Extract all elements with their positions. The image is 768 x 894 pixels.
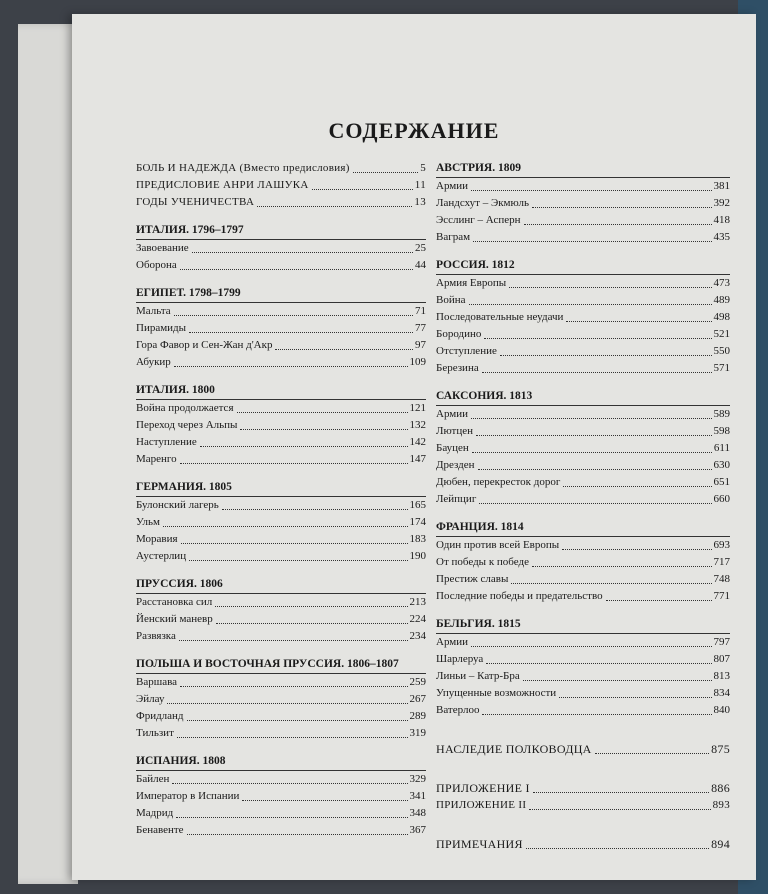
toc-entry[interactable] bbox=[436, 195, 730, 212]
toc-entry-page: 147 bbox=[409, 453, 426, 465]
dot-leader bbox=[172, 783, 407, 784]
section-heading: БЕЛЬГИЯ. 1815 bbox=[436, 616, 730, 634]
toc-entry[interactable] bbox=[136, 548, 426, 565]
toc-entry-label: Мадрид bbox=[136, 807, 174, 819]
toc-entry[interactable] bbox=[436, 457, 730, 474]
dot-leader bbox=[473, 241, 711, 242]
toc-entry-page: 693 bbox=[713, 539, 730, 551]
toc-entry-label: Дрезден bbox=[436, 459, 475, 471]
toc-entry-page: 550 bbox=[713, 345, 730, 357]
toc-entry-page: 341 bbox=[409, 790, 426, 802]
dot-leader bbox=[526, 848, 709, 849]
section-heading: ФРАНЦИЯ. 1814 bbox=[436, 519, 730, 537]
dot-leader bbox=[222, 509, 408, 510]
toc-entry-label: Отступление bbox=[436, 345, 497, 357]
toc-entry-label: Лютцен bbox=[436, 425, 473, 437]
toc-entry-label: Моравия bbox=[136, 533, 178, 545]
toc-entry-label: Император в Испании bbox=[136, 790, 240, 802]
toc-entry-label: Армии bbox=[436, 408, 469, 420]
section-heading: АВСТРИЯ. 1809 bbox=[436, 160, 730, 178]
toc-entry-label: ПРИЛОЖЕНИЕ I bbox=[436, 781, 530, 795]
toc-entry-page: 840 bbox=[713, 704, 730, 716]
toc-entry[interactable] bbox=[436, 780, 730, 797]
toc-entry-page: 771 bbox=[713, 590, 730, 602]
toc-entry[interactable] bbox=[136, 320, 426, 337]
toc-entry-label: Абукир bbox=[136, 356, 171, 368]
toc-entry-page: 109 bbox=[409, 356, 426, 368]
toc-entry-page: 319 bbox=[409, 727, 426, 739]
toc-entry-label: ГОДЫ УЧЕНИЧЕСТВА bbox=[136, 196, 255, 208]
toc-entry-label: ПРИЛОЖЕНИЕ II bbox=[436, 799, 527, 811]
section-heading: ИСПАНИЯ. 1808 bbox=[136, 753, 426, 771]
toc-entry-page: 44 bbox=[415, 259, 426, 271]
dot-leader bbox=[215, 606, 407, 607]
toc-entry-label: Маренго bbox=[136, 453, 177, 465]
toc-entry-label: Война bbox=[436, 294, 466, 306]
toc-entry[interactable] bbox=[436, 474, 730, 491]
toc-entry[interactable] bbox=[136, 514, 426, 531]
toc-entry[interactable] bbox=[136, 594, 426, 611]
toc-entry[interactable] bbox=[436, 275, 730, 292]
toc-entry-page: 630 bbox=[713, 459, 730, 471]
toc-entry[interactable] bbox=[136, 160, 426, 177]
toc-entry[interactable] bbox=[136, 822, 426, 839]
dot-leader bbox=[180, 269, 413, 270]
section-heading: ИТАЛИЯ. 1800 bbox=[136, 382, 426, 400]
toc-entry-label: БОЛЬ И НАДЕЖДА (Вместо предисловия) bbox=[136, 162, 350, 174]
toc-entry-page: 717 bbox=[713, 556, 730, 568]
toc-entry-label: Развязка bbox=[136, 630, 176, 642]
toc-entry-page: 13 bbox=[414, 196, 426, 208]
toc-entry[interactable] bbox=[136, 177, 426, 194]
dot-leader bbox=[240, 429, 407, 430]
toc-entry-label: Бенавенте bbox=[136, 824, 184, 836]
toc-entry-label: Шарлеруа bbox=[436, 653, 484, 665]
toc-entry[interactable] bbox=[436, 836, 730, 853]
dot-leader bbox=[200, 446, 408, 447]
toc-entry-page: 213 bbox=[409, 596, 426, 608]
dot-leader bbox=[180, 463, 408, 464]
dot-leader bbox=[478, 469, 712, 470]
dot-leader bbox=[177, 737, 408, 738]
toc-left-column bbox=[136, 160, 426, 839]
dot-leader bbox=[167, 703, 407, 704]
underlying-page bbox=[18, 24, 78, 884]
toc-entry-page: 97 bbox=[415, 339, 426, 351]
toc-entry-label: От победы к победе bbox=[436, 556, 529, 568]
toc-entry-page: 589 bbox=[713, 408, 730, 420]
toc-entry[interactable] bbox=[136, 611, 426, 628]
toc-entry[interactable] bbox=[136, 354, 426, 371]
dot-leader bbox=[181, 543, 408, 544]
dot-leader bbox=[559, 697, 711, 698]
section-heading: ЕГИПЕТ. 1798–1799 bbox=[136, 285, 426, 303]
toc-entry-page: 498 bbox=[713, 311, 730, 323]
toc-entry-label: НАСЛЕДИЕ ПОЛКОВОДЦА bbox=[436, 742, 592, 756]
toc-entry-label: Переход через Альпы bbox=[136, 419, 238, 431]
toc-entry[interactable] bbox=[436, 537, 730, 554]
toc-entry-label: Война продолжается bbox=[136, 402, 234, 414]
dot-leader bbox=[174, 315, 413, 316]
dot-leader bbox=[257, 206, 412, 207]
toc-entry-label: Ульм bbox=[136, 516, 161, 528]
toc-entry-label: Байлен bbox=[136, 773, 170, 785]
dot-leader bbox=[189, 332, 413, 333]
toc-entry-page: 807 bbox=[713, 653, 730, 665]
toc-entry-label: Армия Европы bbox=[436, 277, 507, 289]
toc-entry-page: 224 bbox=[409, 613, 426, 625]
toc-entry-label: Один против всей Европы bbox=[436, 539, 560, 551]
dot-leader bbox=[486, 663, 711, 664]
toc-entry-label: Армии bbox=[436, 636, 469, 648]
toc-entry[interactable] bbox=[136, 497, 426, 514]
toc-entry-page: 165 bbox=[409, 499, 426, 511]
dot-leader bbox=[179, 640, 408, 641]
toc-entry-label: Ландсхут – Экмюль bbox=[436, 197, 529, 209]
toc-entry[interactable] bbox=[136, 805, 426, 822]
toc-entry-page: 329 bbox=[409, 773, 426, 785]
toc-entry[interactable] bbox=[436, 212, 730, 229]
toc-entry[interactable] bbox=[136, 451, 426, 468]
toc-entry[interactable] bbox=[436, 292, 730, 309]
dot-leader bbox=[533, 792, 709, 793]
toc-entry[interactable] bbox=[436, 326, 730, 343]
toc-entry[interactable] bbox=[136, 434, 426, 451]
dot-leader bbox=[511, 583, 711, 584]
dot-leader bbox=[242, 800, 407, 801]
toc-entry-page: 571 bbox=[713, 362, 730, 374]
toc-entry-page: 521 bbox=[713, 328, 730, 340]
toc-entry-page: 435 bbox=[713, 231, 730, 243]
toc-entry[interactable] bbox=[436, 571, 730, 588]
dot-leader bbox=[187, 834, 408, 835]
dot-leader bbox=[566, 321, 711, 322]
toc-entry-page: 11 bbox=[414, 179, 426, 191]
toc-entry-page: 834 bbox=[713, 687, 730, 699]
toc-entry[interactable] bbox=[136, 337, 426, 354]
toc-entry[interactable] bbox=[136, 788, 426, 805]
toc-entry[interactable] bbox=[136, 628, 426, 645]
toc-entry-page: 894 bbox=[711, 837, 730, 851]
toc-entry[interactable] bbox=[436, 554, 730, 571]
dot-leader bbox=[482, 714, 711, 715]
toc-entry-page: 348 bbox=[409, 807, 426, 819]
toc-entry[interactable] bbox=[136, 240, 426, 257]
toc-entry-page: 25 bbox=[415, 242, 426, 254]
toc-entry-page: 142 bbox=[409, 436, 426, 448]
toc-entry-page: 183 bbox=[409, 533, 426, 545]
toc-entry-page: 174 bbox=[409, 516, 426, 528]
dot-leader bbox=[479, 503, 711, 504]
section-heading: САКСОНИЯ. 1813 bbox=[436, 388, 730, 406]
toc-entry-page: 875 bbox=[711, 742, 730, 756]
toc-entry-page: 132 bbox=[409, 419, 426, 431]
toc-entry-page: 893 bbox=[712, 799, 730, 811]
toc-entry-page: 71 bbox=[415, 305, 426, 317]
toc-entry-label: Мальта bbox=[136, 305, 171, 317]
toc-entry-label: Гора Фавор и Сен-Жан д'Акр bbox=[136, 339, 273, 351]
dot-leader bbox=[562, 549, 711, 550]
dot-leader bbox=[174, 366, 408, 367]
dot-leader bbox=[523, 680, 712, 681]
dot-leader bbox=[312, 189, 413, 190]
toc-entry-page: 392 bbox=[713, 197, 730, 209]
toc-entry-label: ПРИМЕЧАНИЯ bbox=[436, 837, 523, 851]
section-heading: РОССИЯ. 1812 bbox=[436, 257, 730, 275]
toc-entry-label: Пирамиды bbox=[136, 322, 187, 334]
toc-entry-page: 259 bbox=[409, 676, 426, 688]
page-title: СОДЕРЖАНИЕ bbox=[328, 118, 500, 143]
dot-leader bbox=[180, 686, 407, 687]
toc-entry[interactable] bbox=[436, 491, 730, 508]
dot-leader bbox=[192, 252, 413, 253]
toc-entry[interactable] bbox=[436, 423, 730, 440]
toc-entry[interactable] bbox=[436, 440, 730, 457]
toc-entry-label: Эсслинг – Асперн bbox=[436, 214, 521, 226]
toc-entry-page: 598 bbox=[713, 425, 730, 437]
toc-entry-page: 190 bbox=[409, 550, 426, 562]
dot-leader bbox=[606, 600, 712, 601]
dot-leader bbox=[524, 224, 712, 225]
toc-entry[interactable] bbox=[136, 194, 426, 211]
toc-entry-page: 77 bbox=[415, 322, 426, 334]
toc-right-column bbox=[436, 160, 730, 853]
dot-leader bbox=[237, 412, 408, 413]
dot-leader bbox=[532, 207, 712, 208]
toc-entry-label: ПРЕДИСЛОВИЕ АНРИ ЛАШУКА bbox=[136, 179, 309, 191]
toc-entry-page: 651 bbox=[713, 476, 730, 488]
section-heading: ПРУССИЯ. 1806 bbox=[136, 576, 426, 594]
toc-entry[interactable] bbox=[136, 417, 426, 434]
dot-leader bbox=[500, 355, 712, 356]
toc-entry[interactable] bbox=[136, 531, 426, 548]
toc-entry-label: Фридланд bbox=[136, 710, 184, 722]
toc-entry-label: Оборона bbox=[136, 259, 177, 271]
toc-entry[interactable] bbox=[136, 400, 426, 417]
toc-entry-page: 886 bbox=[711, 781, 730, 795]
toc-entry-label: Наступление bbox=[136, 436, 197, 448]
toc-entry[interactable] bbox=[436, 634, 730, 651]
toc-entry-label: Березина bbox=[436, 362, 479, 374]
toc-entry[interactable] bbox=[436, 685, 730, 702]
dot-leader bbox=[476, 435, 712, 436]
toc-entry-label: Престиж славы bbox=[436, 573, 509, 585]
dot-leader bbox=[472, 452, 712, 453]
toc-entry-label: Упущенные возможности bbox=[436, 687, 557, 699]
toc-entry[interactable] bbox=[436, 668, 730, 685]
dot-leader bbox=[509, 287, 711, 288]
toc-entry-page: 489 bbox=[713, 294, 730, 306]
toc-entry-label: Лейпциг bbox=[436, 493, 477, 505]
toc-entry-page: 797 bbox=[713, 636, 730, 648]
toc-entry-page: 418 bbox=[713, 214, 730, 226]
toc-entry-label: Расстановка сил bbox=[136, 596, 213, 608]
dot-leader bbox=[189, 560, 407, 561]
dot-leader bbox=[469, 304, 712, 305]
toc-entry[interactable] bbox=[436, 178, 730, 195]
toc-entry-label: Линьи – Катр-Бра bbox=[436, 670, 520, 682]
toc-entry-page: 267 bbox=[409, 693, 426, 705]
toc-entry-page: 611 bbox=[713, 442, 730, 454]
section-heading: ПОЛЬША И ВОСТОЧНАЯ ПРУССИЯ. 1806–1807 bbox=[136, 656, 426, 674]
toc-entry[interactable] bbox=[136, 725, 426, 742]
dot-leader bbox=[471, 190, 711, 191]
toc-entry-page: 121 bbox=[409, 402, 426, 414]
toc-entry-page: 813 bbox=[713, 670, 730, 682]
toc-entry-label: Эйлау bbox=[136, 693, 165, 705]
toc-entry[interactable] bbox=[436, 651, 730, 668]
toc-entry-label: Ваграм bbox=[436, 231, 471, 243]
toc-entry[interactable] bbox=[436, 406, 730, 423]
dot-leader bbox=[353, 172, 418, 173]
toc-entry[interactable] bbox=[136, 257, 426, 274]
toc-entry[interactable] bbox=[436, 343, 730, 360]
toc-entry-page: 5 bbox=[420, 162, 426, 174]
section-heading: ИТАЛИЯ. 1796–1797 bbox=[136, 222, 426, 240]
toc-entry[interactable] bbox=[436, 309, 730, 326]
dot-leader bbox=[532, 566, 712, 567]
toc-entry-page: 660 bbox=[713, 493, 730, 505]
toc-entry-page: 289 bbox=[409, 710, 426, 722]
toc-entry-label: Бородино bbox=[436, 328, 482, 340]
dot-leader bbox=[529, 809, 710, 810]
toc-entry-label: Последние победы и предательство bbox=[436, 590, 603, 602]
dot-leader bbox=[471, 646, 711, 647]
toc-entry-label: Армии bbox=[436, 180, 469, 192]
dot-leader bbox=[163, 526, 407, 527]
toc-entry-page: 234 bbox=[409, 630, 426, 642]
toc-entry[interactable] bbox=[436, 588, 730, 605]
toc-entry-label: Варшава bbox=[136, 676, 178, 688]
toc-entry[interactable] bbox=[436, 797, 730, 814]
dot-leader bbox=[484, 338, 711, 339]
section-heading: ГЕРМАНИЯ. 1805 bbox=[136, 479, 426, 497]
dot-leader bbox=[563, 486, 711, 487]
dot-leader bbox=[176, 817, 407, 818]
toc-entry[interactable] bbox=[136, 303, 426, 320]
toc-entry-label: Завоевание bbox=[136, 242, 189, 254]
toc-entry-label: Ватерлоо bbox=[436, 704, 480, 716]
toc-entry-label: Дюбен, перекресток дорог bbox=[436, 476, 561, 488]
dot-leader bbox=[187, 720, 408, 721]
toc-entry-page: 748 bbox=[713, 573, 730, 585]
toc-entry-label: Последовательные неудачи bbox=[436, 311, 564, 323]
toc-entry[interactable] bbox=[136, 771, 426, 788]
toc-entry-page: 367 bbox=[409, 824, 426, 836]
toc-page bbox=[72, 14, 756, 880]
toc-entry[interactable] bbox=[136, 691, 426, 708]
toc-entry[interactable] bbox=[136, 674, 426, 691]
toc-entry[interactable] bbox=[436, 229, 730, 246]
dot-leader bbox=[275, 349, 413, 350]
dot-leader bbox=[595, 753, 709, 754]
dot-leader bbox=[471, 418, 711, 419]
dot-leader bbox=[216, 623, 408, 624]
toc-entry-label: Булонский лагерь bbox=[136, 499, 219, 511]
toc-entry-label: Тильзит bbox=[136, 727, 174, 739]
toc-entry-label: Аустерлиц bbox=[136, 550, 187, 562]
toc-entry-page: 473 bbox=[713, 277, 730, 289]
toc-entry[interactable] bbox=[436, 360, 730, 377]
toc-entry[interactable] bbox=[136, 708, 426, 725]
toc-entry-page: 381 bbox=[713, 180, 730, 192]
dot-leader bbox=[482, 372, 712, 373]
toc-entry-label: Йенский маневр bbox=[136, 613, 213, 625]
toc-entry[interactable] bbox=[436, 702, 730, 719]
toc-entry-label: Бауцен bbox=[436, 442, 469, 454]
toc-entry[interactable] bbox=[436, 741, 730, 758]
